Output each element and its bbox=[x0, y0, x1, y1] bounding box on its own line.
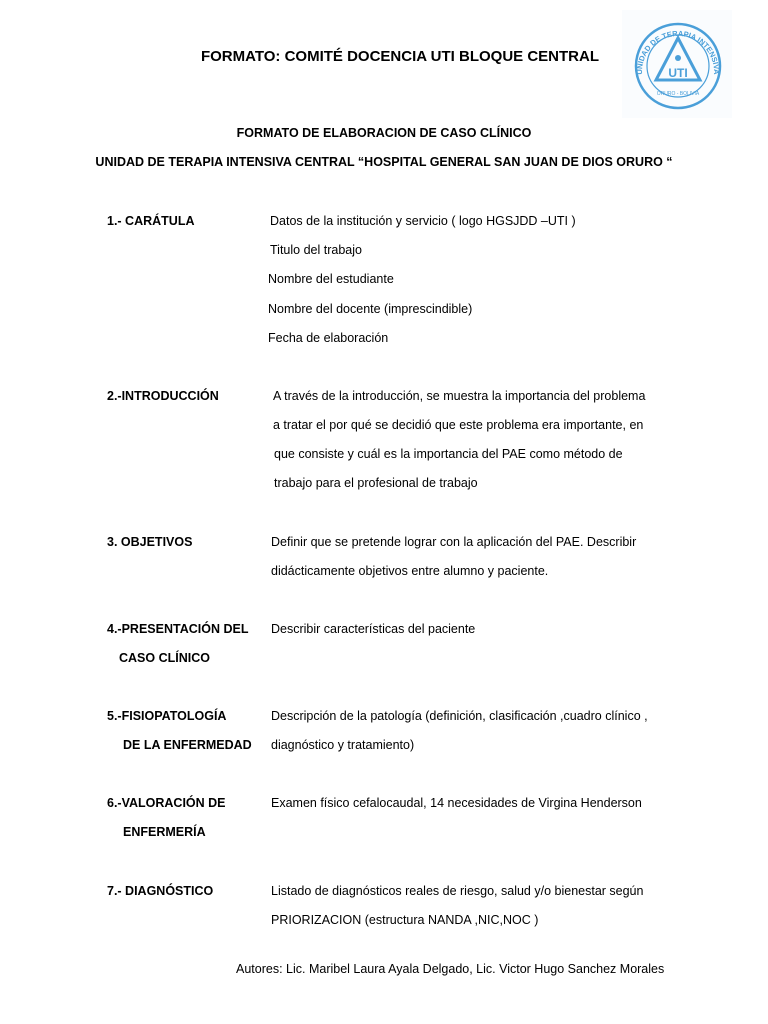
document-subtitle: FORMATO DE ELABORACION DE CASO CLÍNICO bbox=[236, 126, 532, 140]
section-2-text-line: trabajo para el profesional de trabajo bbox=[274, 476, 478, 490]
section-4-label: 4.-PRESENTACIÓN DEL bbox=[107, 622, 249, 636]
section-1-text-line: Nombre del docente (imprescindible) bbox=[268, 302, 473, 316]
section-3-text-line: didácticamente objetivos entre alumno y paciente. bbox=[271, 564, 549, 578]
unit-subtitle: UNIDAD DE TERAPIA INTENSIVA CENTRAL “HOSPITAL GENERAL SAN JUAN DE DIOS ORURO “ bbox=[95, 155, 673, 169]
section-2-text-line: A través de la introducción, se muestra la importancia del problema bbox=[273, 389, 646, 403]
section-2-text-line: que consiste y cuál es la importancia del PAE como método de bbox=[274, 447, 623, 461]
section-6-text-line: Examen físico cefalocaudal, 14 necesidades de Virgina Henderson bbox=[271, 796, 642, 810]
section-4-label: CASO CLÍNICO bbox=[119, 651, 210, 665]
section-7-text-line: PRIORIZACION (estructura NANDA ,NIC,NOC ) bbox=[271, 913, 539, 927]
section-1-text-line: Titulo del trabajo bbox=[270, 243, 362, 257]
section-3-text-line: Definir que se pretende lograr con la aplicación del PAE. Describir bbox=[271, 535, 637, 549]
section-6-label: 6.-VALORACIÓN DE bbox=[107, 796, 226, 810]
section-2-label: 2.-INTRODUCCIÓN bbox=[107, 389, 219, 403]
section-1-text-line: Nombre del estudiante bbox=[268, 272, 394, 286]
section-6-label: ENFERMERÍA bbox=[123, 825, 206, 839]
section-5-label: 5.-FISIOPATOLOGÍA bbox=[107, 709, 227, 723]
section-5-text-line: diagnóstico y tratamiento) bbox=[271, 738, 415, 752]
logo-bottom-text: ORURO - BOLIVIA bbox=[656, 91, 700, 97]
uti-logo bbox=[622, 10, 732, 118]
section-1-text-line: Datos de la institución y servicio ( logo HGSJDD –UTI ) bbox=[270, 214, 576, 228]
section-5-text-line: Descripción de la patología (definición, clasificación ,cuadro clínico , bbox=[271, 709, 648, 723]
section-4-text-line: Describir características del paciente bbox=[271, 622, 476, 636]
page-title: FORMATO: COMITÉ DOCENCIA UTI BLOQUE CENTRAL bbox=[200, 48, 600, 65]
section-3-label: 3. OBJETIVOS bbox=[107, 535, 193, 549]
section-5-label: DE LA ENFERMEDAD bbox=[123, 738, 252, 752]
section-1-text-line: Fecha de elaboración bbox=[268, 331, 389, 345]
section-2-text-line: a tratar el por qué se decidió que este problema era importante, en bbox=[273, 418, 644, 432]
section-7-text-line: Listado de diagnósticos reales de riesgo, salud y/o bienestar según bbox=[271, 884, 644, 898]
logo-ring-text: UNIDAD DE TERAPIA INTENSIVA bbox=[634, 28, 722, 75]
authors-footer: Autores: Lic. Maribel Laura Ayala Delgado, Lic. Victor Hugo Sanchez Morales bbox=[236, 962, 665, 976]
logo-mark: UTI bbox=[668, 66, 688, 80]
section-7-label: 7.- DIAGNÓSTICO bbox=[107, 884, 214, 898]
section-1-label: 1.- CARÁTULA bbox=[107, 214, 195, 228]
